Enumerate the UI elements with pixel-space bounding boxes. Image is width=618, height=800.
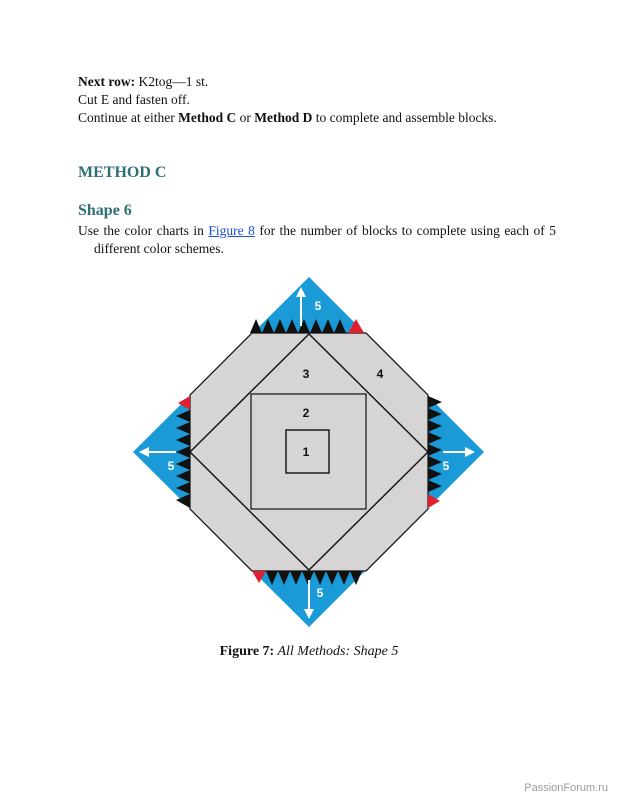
- watermark: PassionForum.ru: [524, 782, 608, 794]
- label-left-arrow: 5: [167, 459, 175, 473]
- shape-paragraph: [78, 222, 556, 258]
- label-center: 1: [302, 445, 310, 459]
- next-row-text: K2tog—1 st.: [135, 74, 209, 89]
- continue-suffix: to complete and assemble blocks.: [312, 110, 497, 125]
- method-c-ref: Method C: [178, 110, 237, 125]
- or-text: or: [236, 110, 255, 125]
- method-heading: METHOD C: [78, 164, 167, 181]
- shape-text-prefix: Use the color charts in: [78, 223, 209, 238]
- next-row-line: [78, 73, 540, 91]
- shape-text-suffix: for the number of blocks to complete using each of 5 different color schemes.: [94, 223, 557, 256]
- method-d-ref: Method D: [254, 110, 313, 125]
- cut-line: Cut E and fasten off.: [78, 92, 190, 107]
- figure-8-link[interactable]: Figure 8: [208, 223, 255, 238]
- label-inner: 2: [302, 406, 310, 420]
- caption-label: Figure 7:: [219, 644, 275, 659]
- next-row-label: Next row:: [78, 74, 136, 89]
- label-right-arrow: 5: [442, 459, 450, 473]
- label-middle: 3: [302, 367, 310, 381]
- continue-prefix: Continue at either: [78, 110, 179, 125]
- label-bottom-arrow: 5: [316, 586, 324, 600]
- figure-caption: [0, 644, 618, 660]
- shape-diagram: [0, 270, 618, 640]
- shape-heading: Shape 6: [78, 202, 132, 219]
- caption-text: All Methods: Shape 5: [274, 644, 399, 659]
- label-top-arrow: 5: [314, 299, 322, 313]
- label-outer: 4: [376, 367, 384, 381]
- continue-paragraph: [78, 109, 556, 127]
